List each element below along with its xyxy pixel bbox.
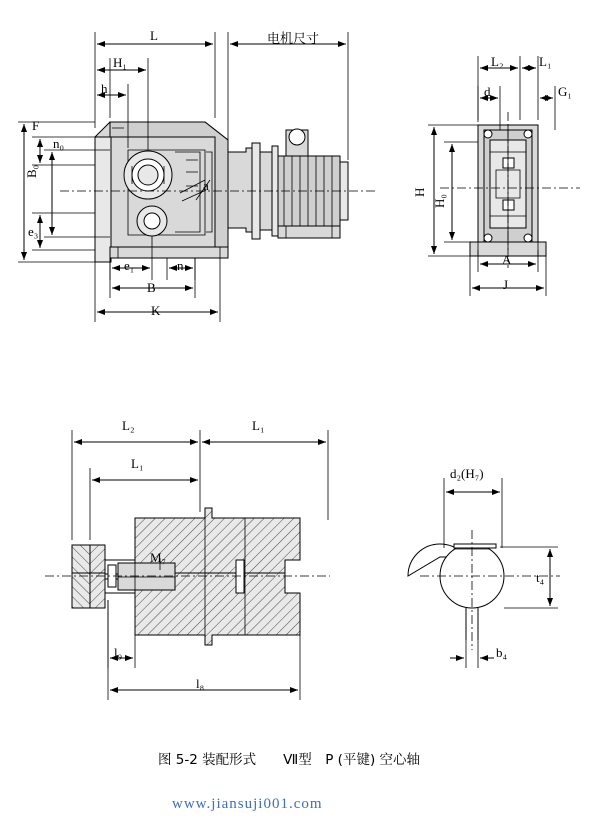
label-B0: B₀ bbox=[24, 164, 39, 178]
dim-L bbox=[95, 32, 215, 128]
label-l8: l₈ bbox=[196, 676, 205, 691]
dim-H0-right bbox=[444, 142, 478, 242]
label-A-right: A bbox=[502, 252, 512, 267]
dim-B0 bbox=[44, 150, 95, 237]
label-G1-right: G₁ bbox=[558, 84, 572, 99]
label-H-right: H bbox=[412, 187, 427, 197]
dim-e3 bbox=[32, 213, 95, 250]
label-H1: H₁ bbox=[113, 55, 127, 70]
label-K: K bbox=[151, 303, 161, 318]
label-H0-right: H₀ bbox=[432, 194, 447, 208]
shaft-cross-section bbox=[408, 544, 504, 640]
figure-caption: 图 5-2 装配形式 Ⅶ型 P (平键) 空心轴 bbox=[158, 752, 421, 768]
label-M7: M₇ bbox=[150, 550, 167, 565]
label-h: h bbox=[101, 81, 108, 96]
label-L1-shaft-outer: L₁ bbox=[252, 418, 265, 433]
label-e1: e₁ bbox=[124, 258, 135, 273]
dim-L1-shaft-outer bbox=[202, 430, 328, 520]
label-L: L bbox=[150, 28, 158, 43]
label-e3: e₃ bbox=[28, 224, 39, 239]
label-B: B bbox=[147, 280, 156, 295]
motor-assembly bbox=[228, 129, 348, 239]
label-t4: t₄ bbox=[536, 570, 545, 585]
label-L2-shaft: L₂ bbox=[122, 418, 135, 433]
label-d-right: d bbox=[484, 84, 491, 99]
label-L1-right: L₁ bbox=[539, 54, 552, 69]
dim-d2 bbox=[444, 478, 502, 548]
hollow-shaft-section bbox=[72, 508, 300, 645]
label-a: a bbox=[203, 178, 209, 193]
dim-t4 bbox=[500, 547, 558, 608]
watermark: www.jiansuji001.com bbox=[172, 796, 323, 812]
label-L2-right: L₂ bbox=[491, 54, 504, 69]
label-F: F bbox=[32, 118, 40, 133]
label-l9: l₉ bbox=[114, 645, 123, 660]
label-L1-shaft-inner: L₁ bbox=[131, 456, 144, 471]
motor-dim-label: 电机尺寸 bbox=[267, 32, 320, 47]
label-n0: n₀ bbox=[53, 136, 65, 151]
dim-G1-right bbox=[540, 86, 555, 130]
label-n: n bbox=[177, 258, 184, 273]
label-d2: d₂(H₇) bbox=[450, 466, 484, 481]
label-J-right: J bbox=[503, 277, 509, 292]
dim-L1-right bbox=[522, 56, 538, 120]
label-b4: b₄ bbox=[496, 645, 508, 660]
dim-H-right bbox=[428, 125, 478, 256]
